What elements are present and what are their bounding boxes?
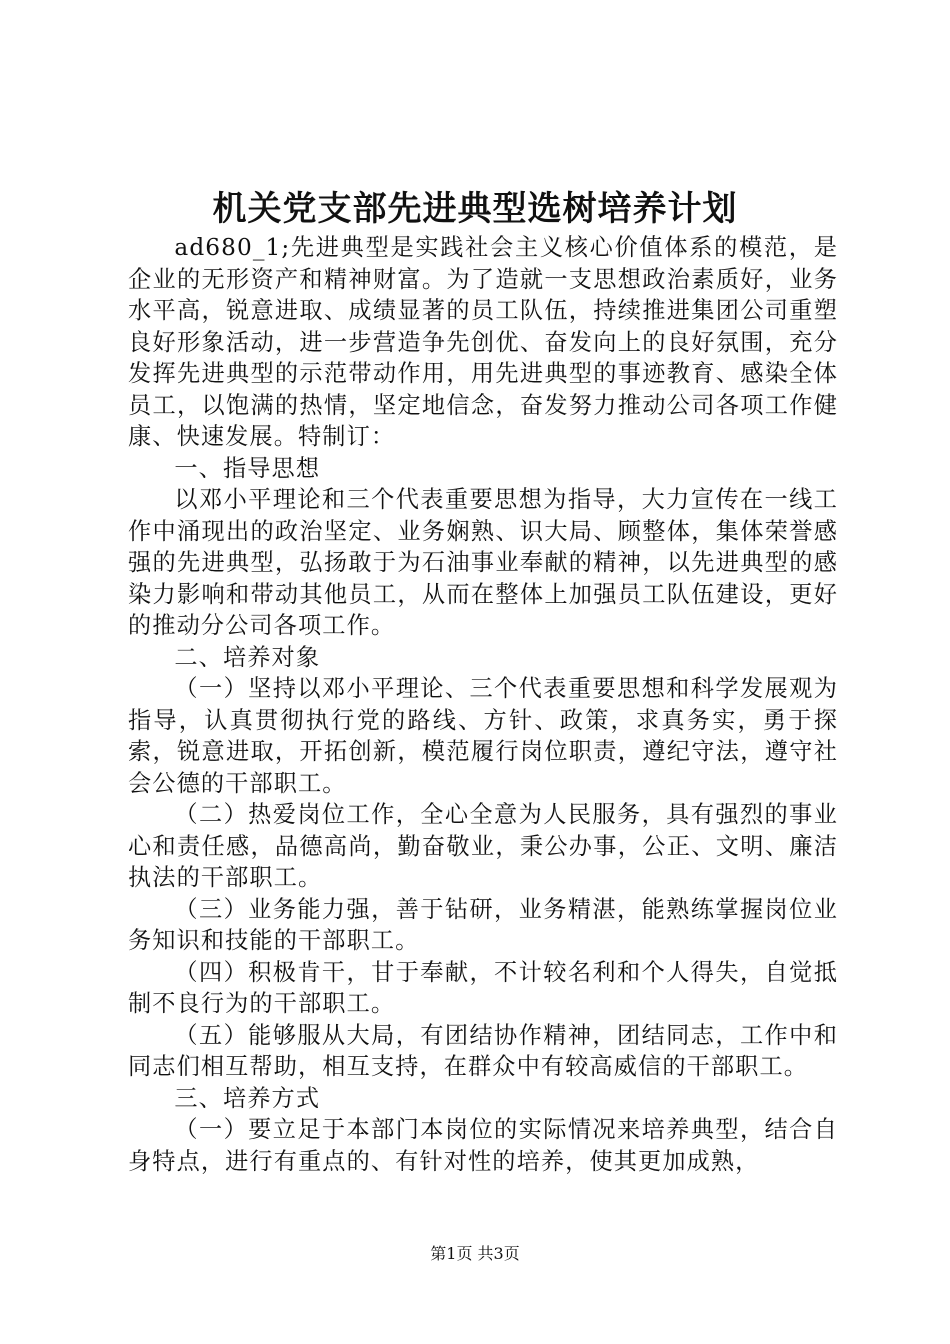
document-title: 机关党支部先进典型选树培养计划 <box>212 189 738 229</box>
guiding-ideology-paragraph: 以邓小平理论和三个代表重要思想为指导，大力宣传在一线工作中涌现出的政治坚定、业务娴熟、识大局、顾整体，集体荣誉感强的先进典型，弘扬敢于为石油事业奉献的精神，以先进典型的感染力影响和带动其他员工，从而在整体上加强员工队伍建设，更好的推动分公司各项工作。 <box>128 486 838 639</box>
section-heading-training-targets: 二、培养对象 <box>174 643 321 671</box>
section-heading-training-methods: 三、培养方式 <box>174 1084 321 1112</box>
page-number-footer: 第1页 共3页 <box>430 1244 520 1263</box>
training-target-item-1: （一）坚持以邓小平理论、三个代表重要思想和科学发展观为指导，认真贯彻执行党的路线、方针、政策，求真务实，勇于探索，锐意进取，开拓创新，模范履行岗位职责，遵纪守法，遵守社会公德的干部职工。 <box>128 675 838 797</box>
training-target-item-2: （二）热爱岗位工作，全心全意为人民服务，具有强烈的事业心和责任感，品德高尚，勤奋敬业，秉公办事，公正、文明、廉洁执法的干部职工。 <box>128 801 838 891</box>
intro-paragraph: ad680_1;先进典型是实践社会主义核心价值体系的模范，是企业的无形资产和精神财富。为了造就一支思想政治素质好，业务水平高，锐意进取、成绩显著的员工队伍，持续推进集团公司重塑良好形象活动，进一步营造争先创优、奋发向上的良好氛围，充分发挥先进典型的示范带动作用，用先进典型的事迹教育、感染全体员工，以饱满的热情，坚定地信念，奋发努力推动公司各项工作健康、快速发展。特制订： <box>128 234 838 450</box>
training-method-item-1: （一）要立足于本部门本岗位的实际情况来培养典型，结合自身特点，进行有重点的、有针对性的培养，使其更加成熟， <box>128 1116 838 1175</box>
training-target-item-3: （三）业务能力强，善于钻研，业务精湛，能熟练掌握岗位业务知识和技能的干部职工。 <box>128 895 838 954</box>
section-heading-guiding-ideology: 一、指导思想 <box>174 454 321 482</box>
training-target-item-5: （五）能够服从大局，有团结协作精神，团结同志，工作中和同志们相互帮助，相互支持，在群众中有较高威信的干部职工。 <box>128 1021 838 1080</box>
training-target-item-4: （四）积极肯干，甘于奉献，不计较名利和个人得失，自觉抵制不良行为的干部职工。 <box>128 958 838 1017</box>
document-body <box>128 232 838 1177</box>
